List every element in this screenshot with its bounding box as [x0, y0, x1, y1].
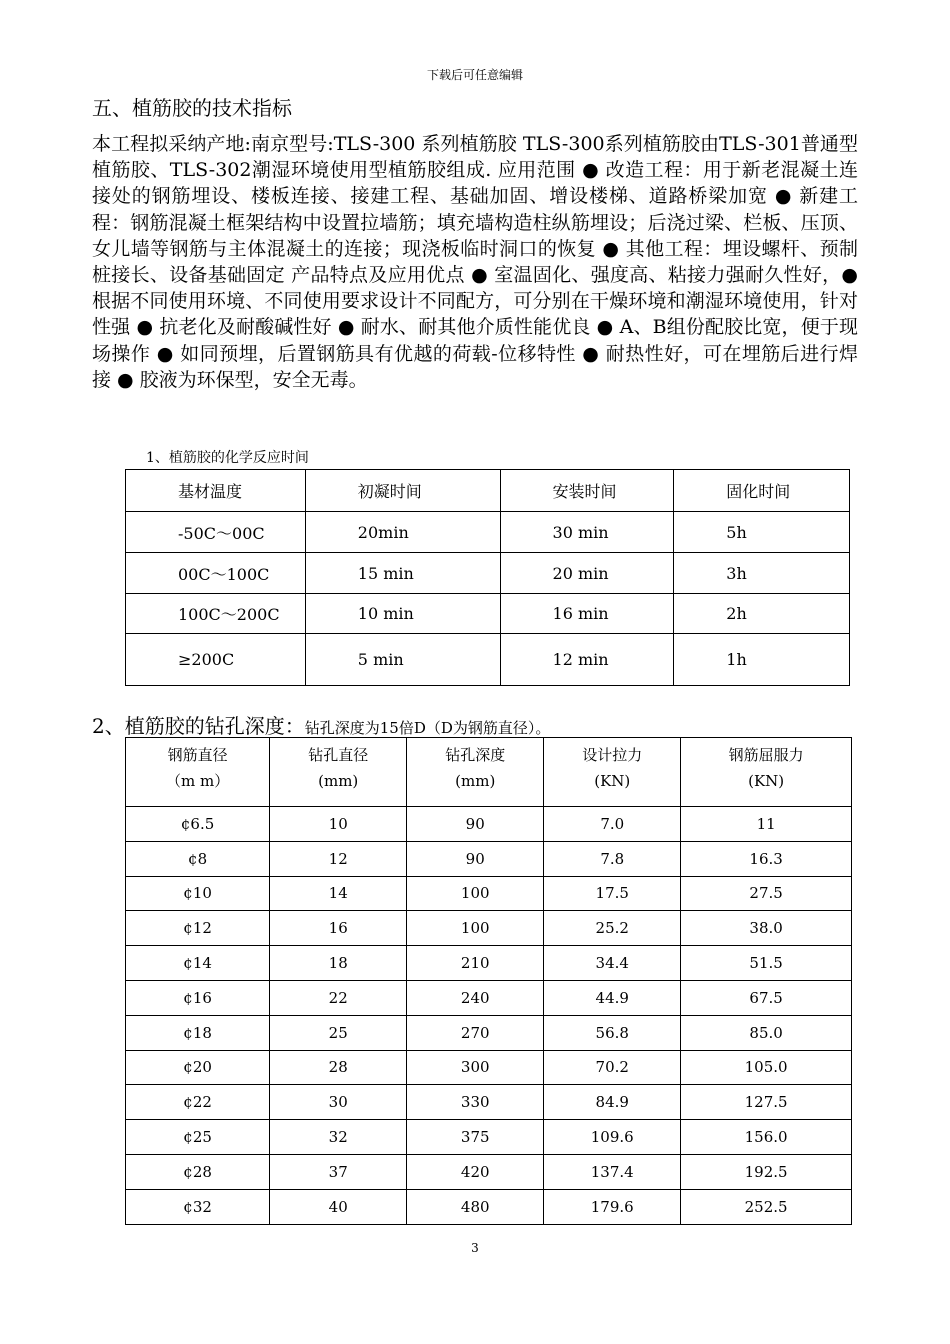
table-cell: 25.2 — [544, 911, 681, 946]
table-cell: 330 — [407, 1085, 544, 1120]
table-cell: 70.2 — [544, 1050, 681, 1085]
table-cell: ¢20 — [126, 1050, 270, 1085]
table-cell: ¢10 — [126, 876, 270, 911]
body-paragraph: 本工程拟采纳产地:南京型号:TLS-300 系列植筋胶 TLS-300系列植筋胶由TLS-301普通型植筋胶、TLS-302潮湿环境使用型植筋胶组成. 应用范围 ● 改造工程：用于新老混凝土连接处的钢筋埋设、楼板连接、接建工程、基础加固、增设楼梯、道路桥梁加宽 ● 新建工程：钢筋混凝土框架结构中设置拉墙筋；填充墙构造柱纵筋埋设；后浇过梁、栏板、压顶、女儿墙等钢筋与主体混凝土的连接；现浇板临时洞口的恢复 ● 其他工程：埋设螺杆、预制桩接长、设备基础固定 产品特点及应用优点 ● 室温固化、强度高、粘接力强耐久性好，● 根据不同使用环境、不同使用要求设计不同配方，可分别在干燥环境和潮湿环境使用，针对性强 ● 抗老化及耐酸碱性好 ● 耐水、耐其他介质性能优良 ● A、B组份配胶比宽，便于现场操作 ● 如同预埋，后置钢筋具有优越的荷载-位移特性 ● 耐热性好，可在埋筋后进行焊接 ● 胶液为环保型，安全无毒。 — [92, 133, 858, 391]
table-cell: 20 min — [500, 553, 674, 594]
table-cell: 5h — [674, 512, 850, 553]
table-cell: 16.3 — [681, 841, 852, 876]
table-cell: 27.5 — [681, 876, 852, 911]
section2-heading — [92, 710, 550, 739]
table-cell: 14 — [270, 876, 407, 911]
table-row — [126, 911, 852, 946]
table-cell: 240 — [407, 980, 544, 1015]
table-cell: 12 — [270, 841, 407, 876]
table-row — [126, 553, 850, 594]
table-header-cell — [544, 738, 681, 807]
table-header-cell — [126, 738, 270, 807]
table-cell: 30 — [270, 1085, 407, 1120]
table-cell: 17.5 — [544, 876, 681, 911]
table1-caption: 1、植筋胶的化学反应时间 — [146, 450, 309, 466]
table-cell: 56.8 — [544, 1015, 681, 1050]
table-cell: 20min — [305, 512, 500, 553]
table-header-cell — [681, 738, 852, 807]
page-number: 3 — [471, 1241, 479, 1255]
table-cell: 127.5 — [681, 1085, 852, 1120]
table-cell: 100 — [407, 911, 544, 946]
table-row — [126, 1189, 852, 1224]
table-cell: 34.4 — [544, 946, 681, 981]
table-header-cell — [407, 738, 544, 807]
table-cell: 44.9 — [544, 980, 681, 1015]
table-cell: 90 — [407, 807, 544, 842]
table-row — [126, 807, 852, 842]
section-title: 五、植筋胶的技术指标 — [92, 96, 292, 120]
reaction-time-table — [125, 469, 850, 686]
table-cell: 30 min — [500, 512, 674, 553]
table-row — [126, 1015, 852, 1050]
table-cell: 420 — [407, 1154, 544, 1189]
table-cell: 28 — [270, 1050, 407, 1085]
header-unit: (KN) — [594, 772, 631, 790]
table-row — [126, 594, 850, 634]
table-row — [126, 876, 852, 911]
header-unit: (KN) — [748, 772, 785, 790]
table-cell: 3h — [674, 553, 850, 594]
table-cell: 67.5 — [681, 980, 852, 1015]
table-cell: 5 min — [305, 634, 500, 686]
table-cell: 25 — [270, 1015, 407, 1050]
table-cell: 85.0 — [681, 1015, 852, 1050]
table-cell: 210 — [407, 946, 544, 981]
table-cell: ¢14 — [126, 946, 270, 981]
table-cell: 16 min — [500, 594, 674, 634]
table-cell: 7.8 — [544, 841, 681, 876]
table-cell: 32 — [270, 1120, 407, 1155]
page-header: 下载后可任意编辑 — [426, 68, 523, 82]
table-cell: 100C～200C — [126, 594, 306, 634]
table-cell: 300 — [407, 1050, 544, 1085]
table-row — [126, 841, 852, 876]
table-row — [126, 946, 852, 981]
table-cell: 11 — [681, 807, 852, 842]
table-cell: 192.5 — [681, 1154, 852, 1189]
table-row — [126, 1154, 852, 1189]
table-header-row — [126, 738, 852, 807]
table-cell: 18 — [270, 946, 407, 981]
table-header-cell — [270, 738, 407, 807]
table-cell: 51.5 — [681, 946, 852, 981]
table-cell: ¢6.5 — [126, 807, 270, 842]
table-cell: 105.0 — [681, 1050, 852, 1085]
table-row — [126, 1050, 852, 1085]
section2-title: 2、植筋胶的钻孔深度： — [92, 714, 305, 738]
table-cell: 375 — [407, 1120, 544, 1155]
table-cell: 109.6 — [544, 1120, 681, 1155]
table-header-row — [126, 470, 850, 512]
header-unit: （m m） — [165, 772, 230, 790]
table-cell: 90 — [407, 841, 544, 876]
table-cell: 179.6 — [544, 1189, 681, 1224]
table-header-cell: 基材温度 — [126, 470, 306, 512]
table-row — [126, 1085, 852, 1120]
table-cell: 10 min — [305, 594, 500, 634]
table-header-cell: 安装时间 — [500, 470, 674, 512]
table-cell: 12 min — [500, 634, 674, 686]
table-cell: 16 — [270, 911, 407, 946]
section2-note: 钻孔深度为15倍D（D为钢筋直径）。 — [304, 719, 551, 737]
table-cell: 2h — [674, 594, 850, 634]
table-header-cell: 固化时间 — [674, 470, 850, 512]
table-cell: 1h — [674, 634, 850, 686]
table-cell: ¢16 — [126, 980, 270, 1015]
table-cell: 270 — [407, 1015, 544, 1050]
table-cell: -50C～00C — [126, 512, 306, 553]
table-cell: 480 — [407, 1189, 544, 1224]
table-cell: ¢8 — [126, 841, 270, 876]
table-cell: 22 — [270, 980, 407, 1015]
table-cell: 7.0 — [544, 807, 681, 842]
table-cell: ¢25 — [126, 1120, 270, 1155]
table-header-cell: 初凝时间 — [305, 470, 500, 512]
header-line: 钻孔直径 — [308, 746, 369, 764]
table-row — [126, 634, 850, 686]
table-cell: 10 — [270, 807, 407, 842]
table-cell: 37 — [270, 1154, 407, 1189]
header-line: 钻孔深度 — [445, 746, 506, 764]
table-cell: ¢12 — [126, 911, 270, 946]
header-unit: (mm) — [455, 772, 496, 790]
table-cell: 84.9 — [544, 1085, 681, 1120]
table-cell: 100 — [407, 876, 544, 911]
drilling-depth-table — [125, 737, 852, 1225]
table-cell: ≥200C — [126, 634, 306, 686]
header-line: 钢筋屈服力 — [728, 746, 804, 764]
table-cell: 38.0 — [681, 911, 852, 946]
table-cell: ¢32 — [126, 1189, 270, 1224]
table-row — [126, 512, 850, 553]
header-line: 设计拉力 — [582, 746, 643, 764]
table-row — [126, 980, 852, 1015]
table-cell: 137.4 — [544, 1154, 681, 1189]
table-cell: ¢22 — [126, 1085, 270, 1120]
header-line: 钢筋直径 — [167, 746, 228, 764]
table-cell: 15 min — [305, 553, 500, 594]
header-unit: (mm) — [318, 772, 359, 790]
table-cell: 252.5 — [681, 1189, 852, 1224]
table-row — [126, 1120, 852, 1155]
table-cell: ¢18 — [126, 1015, 270, 1050]
table-cell: 00C～100C — [126, 553, 306, 594]
table-cell: 40 — [270, 1189, 407, 1224]
table-cell: ¢28 — [126, 1154, 270, 1189]
table-cell: 156.0 — [681, 1120, 852, 1155]
